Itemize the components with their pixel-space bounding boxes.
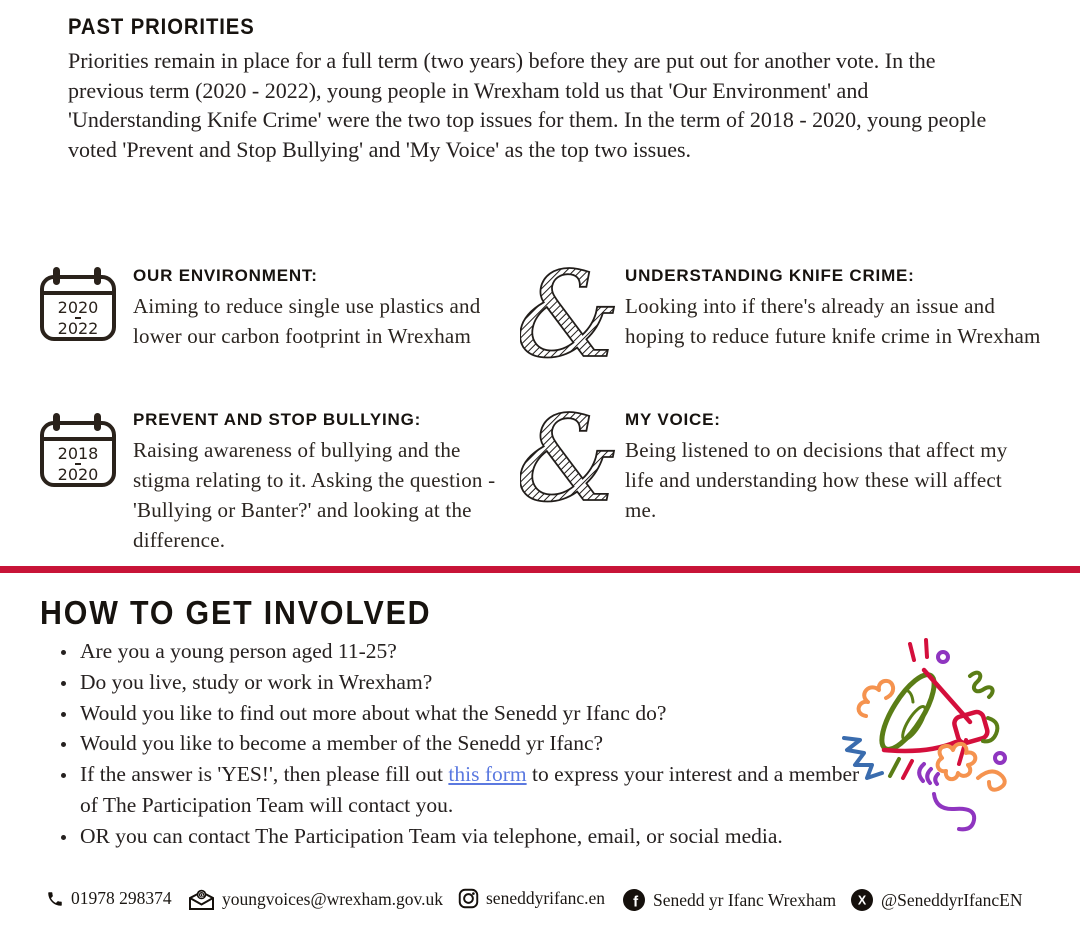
past-priorities-title [68,14,271,40]
email-address: youngvoices@wrexham.gov.uk [222,889,444,909]
priority-title: OUR ENVIRONMENT: [133,266,318,285]
svg-text:&: & [520,260,618,366]
instagram-handle: seneddyrifanc.en [486,888,606,908]
svg-text:2022: 2022 [57,319,99,338]
priority-card-my-voice [625,410,1035,525]
priority-description: Aiming to reduce single use plastics and lower our carbon footprint in Wrexham [133,294,481,348]
footer-facebook[interactable] [622,888,836,912]
footer-instagram[interactable] [458,888,605,909]
bullet-item [78,636,878,667]
bullet-text: OR you can contact The Participation Team via telephone, email, or social media. [80,823,783,848]
priority-title: UNDERSTANDING KNIFE CRIME: [625,266,915,285]
priority-description: Looking into if there's already an issue and hoping to reduce future knife crime in Wrexham [625,294,1041,348]
bullet-item [78,667,878,698]
svg-text:@: @ [198,891,205,899]
facebook-page-name: Senedd yr Ifanc Wrexham [653,889,837,910]
priority-card-knife-crime [625,266,1045,351]
priority-title: PREVENT AND STOP BULLYING: [133,410,422,429]
x-handle: @SeneddyrIfancEN [881,889,1023,910]
section-divider [0,566,1080,573]
bullet-text: If the answer is 'YES!', then please fill out [80,762,449,787]
bullet-text: Would you like to find out more about what the Senedd yr Ifanc do? [80,700,667,725]
phone-icon [46,890,64,908]
priority-description: Raising awareness of bullying and the stigma relating to it. Asking the question - 'Bullying or Banter?' and looking at the difference. [133,438,496,552]
how-to-get-involved-title [40,594,465,632]
bullet-item [78,698,878,729]
bullet-text: Are you a young person aged 11-25? [80,639,397,663]
bullet-item [78,821,878,852]
svg-text:2020: 2020 [57,298,99,317]
megaphone-doodle-illustration [836,628,1042,845]
bullet-text: Do you live, study or work in Wrexham? [80,669,433,694]
footer-phone[interactable] [46,888,172,909]
svg-text:f: f [633,893,639,911]
ampersand-icon [520,404,618,515]
svg-text:2020: 2020 [57,465,99,484]
this-form-link[interactable]: this form [448,762,527,787]
email-icon [188,888,215,911]
svg-text:2018: 2018 [57,444,99,463]
ampersand-icon [520,260,618,371]
phone-number: 01978 298374 [71,888,172,908]
facebook-icon [622,888,646,912]
calendar-icon [36,264,120,351]
footer-x-twitter[interactable] [850,888,1022,912]
x-icon [850,888,874,912]
bullet-item [78,728,878,759]
past-priorities-paragraph: Priorities remain in place for a full term (two years) before they are put out for another vote. In the previous term (2020 - 2022), young people in Wrexham told us that 'Our Environment' and 'Understanding Knife Crime' were the two top issues for them. In the term of 2018 - 2020, young people voted 'Prevent and Stop Bullying' and 'My Voice' as the top two issues. [68,48,987,162]
svg-text:X: X [857,893,867,908]
how-to-get-involved-title-text: HOW TO GET INVOLVED [40,594,432,631]
footer-email[interactable] [188,888,443,911]
past-priorities-title-text: PAST PRIORITIES [68,14,255,39]
svg-text:&: & [520,404,618,510]
priority-card-bullying [133,410,508,555]
calendar-icon [36,410,120,497]
bullet-item [78,759,878,821]
bullet-text: to express your interest and a member of The Participation Team will contact you. [80,762,860,817]
instagram-icon [458,888,479,909]
priority-title: MY VOICE: [625,410,721,429]
priority-card-environment [133,266,523,351]
bullet-text: Would you like to become a member of the Senedd yr Ifanc? [80,731,604,756]
involved-bullet-list [44,636,878,852]
priority-description: Being listened to on decisions that affect my life and understanding how these will affect me. [625,438,1008,522]
